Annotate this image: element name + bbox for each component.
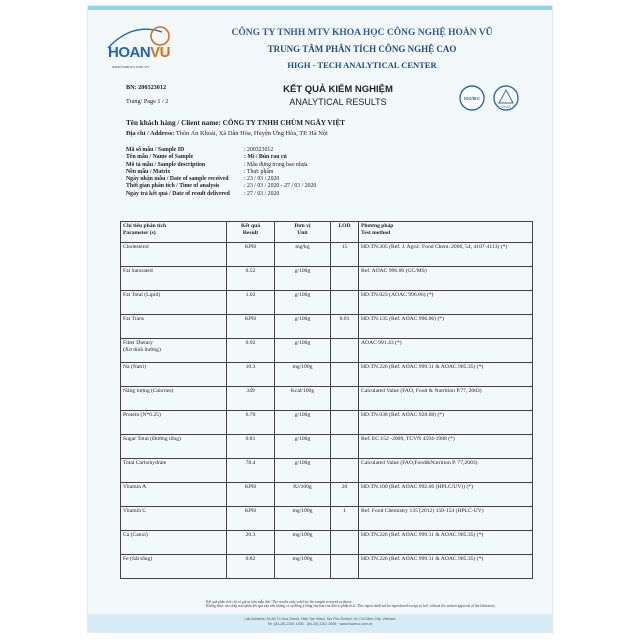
cell-result: 0.82 — [227, 555, 275, 579]
report-title: KẾT QUẢ KIỂM NGHIỆM — [283, 84, 393, 95]
cell-unit: Kcal/100g — [275, 387, 331, 411]
sample-info-value: : 23 / 03 / 2020 - 27 / 03 / 2020 — [244, 183, 317, 190]
table-row — [121, 243, 533, 267]
sample-info-value: : Mì / Bún rau củ — [244, 154, 287, 161]
cell-param: Sugar Total (Đường tổng) — [121, 435, 227, 459]
cell-method: HD.TN.135 (Ref. AOAC 996.06) (*) — [359, 315, 533, 339]
cell-result: 6.70 — [227, 411, 275, 435]
cell-unit: g/100g — [275, 315, 331, 339]
top-stripe — [88, 6, 552, 10]
sample-info-label: Ngày nhận mẫu / Date of sample received — [126, 176, 229, 183]
center-name: TRUNG TÂM PHÂN TÍCH CÔNG NGHỆ CAO — [267, 44, 457, 54]
sample-info-row — [126, 191, 316, 198]
cell-unit: mg/100g — [275, 363, 331, 387]
report-title-en: ANALYTICAL RESULTS — [289, 97, 387, 107]
org-name: CÔNG TY TNHH MTV KHOA HỌC CÔNG NGHỆ HOÀN VŨ — [231, 28, 493, 38]
company-logo — [102, 20, 182, 76]
cell-result: 0.81 — [227, 435, 275, 459]
cell-param: Fat Total (Lipid) — [121, 291, 227, 315]
sample-info-row — [126, 183, 316, 190]
cell-param: Ca (Canxi) — [121, 531, 227, 555]
cell-lod — [331, 411, 359, 435]
cell-method: HD.TN.226 (Ref. AOAC 999.11 & AOAC 985.35) (*) — [359, 555, 533, 579]
sample-info-label: Nền mẫu / Matrix — [126, 168, 171, 175]
cell-param: Fiber Dietary (Xơ dinh dưỡng) — [121, 339, 227, 363]
cell-result: KPH — [227, 243, 275, 267]
table-row — [121, 267, 533, 291]
cell-result: KPH — [227, 483, 275, 507]
cell-unit: g/100g — [275, 435, 331, 459]
svg-text:ISO/IEC: ISO/IEC — [463, 96, 481, 101]
cell-param: Năng lượng (Calories) — [121, 387, 227, 411]
logo-wordmark: HOANVU — [108, 44, 171, 61]
address-line: Địa chỉ / Address: Thôn An Khoái, Xã Dân Hòa, Huyện Ứng Hòa, TP. Hà Nội — [126, 130, 328, 137]
sample-info-value: : Mẫu đựng trong bao nhựa — [244, 161, 308, 168]
table-row — [121, 507, 533, 531]
client-line: Tên khách hàng / Client name: CÔNG TY TNHH CHÙM NGÂY VIỆT — [126, 119, 345, 127]
cell-lod: 1 — [331, 507, 359, 531]
center-name-en: HIGH - TECH ANALYTICAL CENTER — [287, 60, 437, 70]
table-row — [121, 435, 533, 459]
sample-info-row — [126, 154, 316, 161]
cell-lod — [331, 387, 359, 411]
cell-param: Vitamin C — [121, 507, 227, 531]
cell-unit: g/100g — [275, 339, 331, 363]
cell-param: Total Carbohydrate — [121, 459, 227, 483]
cell-param: Fat Trans — [121, 315, 227, 339]
sample-info — [126, 147, 316, 198]
cell-result: 0.92 — [227, 339, 275, 363]
header-result: Kết quả Result — [227, 222, 275, 243]
cell-result: 1.02 — [227, 291, 275, 315]
sample-info-row — [126, 162, 316, 169]
client-name: CÔNG TY TNHH CHÙM NGÂY VIỆT — [222, 119, 345, 127]
table-row — [121, 339, 533, 363]
sample-info-value: : 200323012 — [244, 147, 274, 153]
cell-result: 0.52 — [227, 267, 275, 291]
cell-method: AOAC 991.43 (*) — [359, 339, 533, 363]
cell-result: 10.3 — [227, 363, 275, 387]
table-row — [121, 291, 533, 315]
cell-method: HD.TN.038 (Ref. AOAC 928.08) (*) — [359, 411, 533, 435]
cell-lod: 20 — [331, 483, 359, 507]
table-row — [121, 411, 533, 435]
header-method: Phương pháp Test method — [359, 222, 533, 243]
svg-text:VILAS: VILAS — [501, 105, 511, 109]
cell-unit: g/100g — [275, 267, 331, 291]
cell-method: Ref. Food Chemistry 135 (2012) 150-154 (HPLC-UV) — [359, 507, 533, 531]
cell-unit: mg/100g — [275, 507, 331, 531]
client-address: Thôn An Khoái, Xã Dân Hòa, Huyện Ứng Hòa, TP. Hà Nội — [175, 130, 328, 137]
cell-lod — [331, 363, 359, 387]
accreditation-badges — [458, 84, 528, 114]
report-number: BN: 200323012 — [126, 84, 167, 91]
cell-lod: 15 — [331, 243, 359, 267]
sample-info-value: : 23 / 03 / 2020 — [244, 176, 280, 183]
results-table — [120, 221, 533, 579]
table-row — [121, 555, 533, 579]
cell-param: Fe (Sắt tổng) — [121, 555, 227, 579]
cell-unit: mg/100g — [275, 531, 331, 555]
cell-lod: 0.01 — [331, 315, 359, 339]
sample-info-value: : Thực phẩm — [244, 168, 274, 175]
report-sheet: HOANVU www.hoanvu.com.vn CÔNG TY TNHH MTV KHOA HỌC CÔNG NGHỆ HOÀN VŨ TRUNG TÂM PHÂN TÍCH CÔNG NGHỆ CAO HIGH - TECH ANALYTICAL CENTER BN: 200323012 Trang/ Page 1 / 2 KẾT QUẢ KIỂM NGHIỆM ANALYTICAL RESULTS ISO/IEC VILAS Tên khách hàng / Client name: CÔNG TY TNHH CHÙM NGÂY VIỆT Địa chỉ / Address: Thôn An Khoái, Xã Dân Hòa, Huyện Ứng Hòa, TP. Hà Nội Mã số mẫu / Sample ID : 200323012 Tên mẫu / Name of Sample : Mì / Bún rau củ Mô tả mẫu / Sample description : Mẫu đựng trong bao nhựa Nền mẫu / Matrix : Thực phẩm Ngày nhận mẫu / Date of sample received : 23 / 03 / 2020 Thời gian phân tích / Time of analysis : 23 / 03 / 2020 - 27 / 03 / 2020 Ngày trả kết quả / Date of result delivered : 27 / 03 / 2020 CÔNG TY MỘT THÀNH VIÊN HOÀN VŨ Kết quả phân tích chỉ có giá trị trên mẫu thử / The results only valid for the sample received as above. Không được sao chép một phần kết quả này nếu không có sự đồng ý bằng văn bản của đơn vị phân tích / This report shall not be reproduced except in full, without the written approval of the laboratory. Lab Address: 54-60 Tú Hoa Street, Hiep Tan Ward, Tan Phu District, Ho Chi Minh City, Vietnam Tel: (84-28) 2264 1905 - (84-28) 2261 2606 · www.hoanvu.com.vn — [88, 6, 552, 632]
vilas-badge-icon — [494, 86, 518, 110]
cell-param: Fat Saturated — [121, 267, 227, 291]
sample-info-label: Ngày trả kết quả / Date of result delivered — [126, 190, 230, 197]
cell-unit: g/100g — [275, 291, 331, 315]
sample-info-label: Thời gian phân tích / Time of analysis — [126, 183, 220, 190]
cell-lod — [331, 531, 359, 555]
cell-method: Ref. AOAC 996.06 (GC/MS) — [359, 267, 533, 291]
cell-method: Calculated Value (FAO,Food&Nutrition P. 77,2003) — [359, 459, 533, 483]
cell-lod — [331, 555, 359, 579]
cell-lod — [331, 459, 359, 483]
cell-unit: g/100g — [275, 459, 331, 483]
page-footer: Lab Address: 54-60 Tú Hoa Street, Hiep Tan Ward, Tan Phu District, Ho Chi Minh City, Vietnam Tel: (84-28) 2264 1905 - (84-28) 2261 2606 · www.hoanvu.com.vn — [88, 614, 552, 632]
sample-info-value: : 27 / 03 / 2020 — [244, 190, 280, 197]
table-row — [121, 315, 533, 339]
sample-info-label: Mã số mẫu / Sample ID — [126, 147, 185, 153]
page-indicator: Trang/ Page 1 / 2 — [126, 98, 169, 105]
cell-method: Ref. EC 152 -2009, TCVN 4594-1988 (*) — [359, 435, 533, 459]
cell-lod — [331, 267, 359, 291]
sample-info-label: Tên mẫu / Name of Sample — [126, 154, 194, 161]
iso-badge-icon — [460, 86, 484, 110]
cell-param: Vitamin A — [121, 483, 227, 507]
cell-method: HD.TN.226 (Ref. AOAC 999.11 & AOAC 985.35) (*) — [359, 363, 533, 387]
cell-param: Na (Natri) — [121, 363, 227, 387]
header-param: Chỉ tiêu phân tích Parameter (s) — [121, 222, 227, 243]
sample-info-row — [126, 176, 316, 183]
cell-method: HD.TN.226 (Ref. AOAC 999.11 & AOAC 985.35) (*) — [359, 531, 533, 555]
logo-url: www.hoanvu.com.vn — [112, 64, 149, 69]
cell-param: Cholesterol — [121, 243, 227, 267]
table-row — [121, 363, 533, 387]
cell-lod — [331, 435, 359, 459]
cell-result: KPH — [227, 507, 275, 531]
table-row — [121, 387, 533, 411]
cell-lod — [331, 291, 359, 315]
table-row — [121, 459, 533, 483]
cell-lod — [331, 339, 359, 363]
footnote: Kết quả phân tích chỉ có giá trị trên mẫu thử / The results only valid for the sample received as above. Không được sao chép một phần kết quả này nếu không có sự đồng ý bằng văn bản của đơn vị phân tích / This report shall not be reproduced except in full, without the written approval of the laboratory. — [206, 600, 496, 609]
table-row — [121, 483, 533, 507]
results-header-row — [121, 222, 533, 243]
cell-unit: IU/100g — [275, 483, 331, 507]
cell-method: HD.TN.305 (Ref. J. Agric. Food Chem. 2006, 54, 4107-4113) (*) — [359, 243, 533, 267]
cell-unit: mg/kg — [275, 243, 331, 267]
cell-result: 78.4 — [227, 459, 275, 483]
header-lod: LOD — [331, 222, 359, 243]
cell-unit: mg/100g — [275, 555, 331, 579]
cell-method: HD.TN.023 (AOAC 996.06) (*) — [359, 291, 533, 315]
cell-result: KPH — [227, 315, 275, 339]
cell-unit: g/100g — [275, 411, 331, 435]
header-unit: Đơn vị Unit — [275, 222, 331, 243]
cell-param: Protein (N*6.25) — [121, 411, 227, 435]
table-row — [121, 531, 533, 555]
cell-result: 20.3 — [227, 531, 275, 555]
cell-method: HD.TN.100 (Ref. AOAC 992.06 (HPLC/UV)) (*) — [359, 483, 533, 507]
sample-info-label: Mô tả mẫu / Sample description — [126, 161, 206, 168]
cell-method: Calculated Value (FAO, Food & Nutrition P.77, 2003) — [359, 387, 533, 411]
cell-result: 349 — [227, 387, 275, 411]
